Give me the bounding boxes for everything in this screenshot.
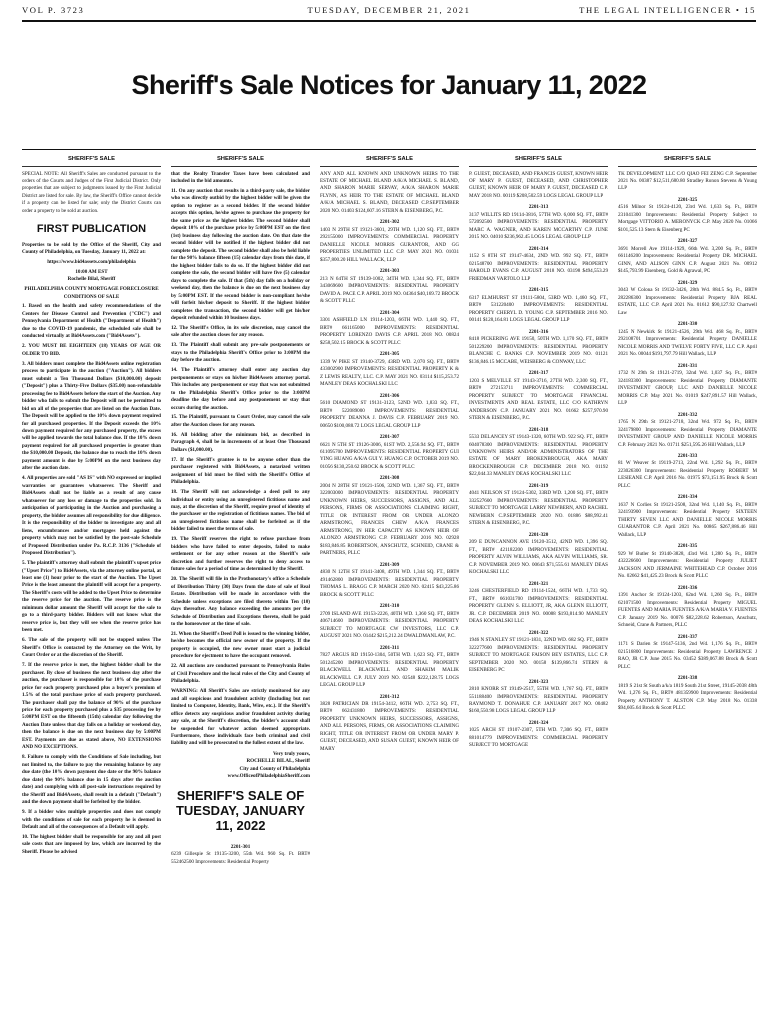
listing-number: 2201-309 bbox=[379, 561, 400, 568]
listing-text: 4830 N 12TH ST 19141-3408, 49TH WD. 1,344 SQ. FT., BRT# 491462800 IMPROVEMENTS: RESIDENTIAL PROPERTY THOMAS L. BRAGG C.P. MARCH 2020 NO. 02415 $43,225.86 BROCK & SCOTT PLLC bbox=[320, 569, 459, 598]
signature-name: ROCHELLE BILAL, Sheriff bbox=[246, 758, 310, 765]
listing-number: 2201-317 bbox=[528, 370, 549, 377]
listing-number: 2201-323 bbox=[528, 678, 549, 685]
property-listing bbox=[618, 280, 757, 317]
page-title: Sheriff's Sale Notices for January 11, 2022 bbox=[131, 70, 647, 100]
property-listing bbox=[618, 543, 757, 580]
column-heading: SHERIFF'S SALE bbox=[618, 155, 757, 167]
listing-number: 2201-335 bbox=[677, 543, 698, 550]
condition-paragraph: 15. The Plaintiff, pursuant to Court Order, may cancel the sale after the Auction closes for any reason. bbox=[171, 414, 310, 428]
listing-number: 2201-324 bbox=[528, 719, 549, 726]
conditions-list bbox=[171, 171, 310, 748]
property-listing bbox=[320, 645, 459, 690]
listing-text: 2709 ISLAND AVE 19153-2226, 40TH WD. 1,360 SQ. FT., BRT# 406714600 IMPROVEMENTS: RESIDENTIAL PROPERTY SUBJECT TO MORTGAGE CW INVESTORS, LLC C.P. AUGUST 2021 NO. 01442 $215,212.24 DWALDMANLAW, P.C. bbox=[320, 610, 459, 640]
listing-text: 5610 DIAMOND ST 19131-3123, 52ND WD. 1,833 SQ. FT., BRT# 522089000 IMPROVEMENTS: RESIDENTIAL PROPERTY DEANNA J. DAVIS C.P. FEBRUARY 2019 NO. 00650 $100,088.72 LOGS LEGAL GROUP LLP bbox=[320, 400, 459, 429]
property-listing bbox=[618, 585, 757, 630]
listing-text: 1765 N 29th St 19121-2718, 32nd Wd. 972 Sq. Ft., BRT# 324179800 Improvements: Residential Property DIAMANTE INVESTMENT GROUP AND DANIELLE NICOLE MORRIS C.P. February 2021 No. 01711 $251,595.26 Hill Wallack, LLP bbox=[618, 419, 757, 448]
listing-text: 81 W Weaver St 19119-2713, 22nd Wd. 1,292 Sq. Ft., BRT# 223026300 Improvements: Residential Property ROBERT M LESIEANE C.P. April 2016 No. 01975 $73,151.95 Brock & Scott PLLC bbox=[618, 460, 757, 489]
property-listing bbox=[469, 370, 608, 422]
listing-number: 2201-308 bbox=[379, 475, 400, 482]
listing-number: 2201-337 bbox=[677, 633, 698, 640]
listing-number: 2201-306 bbox=[379, 392, 400, 399]
listing-text: 1403 N 29TH ST 19121-3601, 29TH WD. 1,120 SQ. FT., BRT# 292155000 IMPROVEMENTS: COMMERCIAL PROPERTY DANIELLE NICOLE MORRIS GURANTOR, AND GG PROPERTIES UNLIMITED LLC C.P. MAY 2021 NO. 01031 $357,800.20 HILL WALLACK, LLP bbox=[320, 226, 459, 263]
property-listing bbox=[171, 844, 310, 866]
listing-text: 4516 Milnor St 19124-4120, 23rd Wd. 1,633 Sq. Ft., BRT# 231041300 Improvements: Residential Property Subject to Mortgage VITTORIO A. MERONYCK C.P. May 2020 No. 01066 $101,525.13 Stern & Eisenberg PC bbox=[618, 204, 757, 233]
listing-text: 209 E DUNCANNON AVE 19120-3512, 42ND WD. 1,396 SQ. FT., BRT# 421182200 IMPROVEMENTS: RESIDENTIAL PROPERTY ALVIN WILLIAMS, AKA ALVIN WILLIAMS, SR. C.P. NOVEMBER 2019 NO. 00643 $71,555.61 MANLEY DEAS KOCHALSKI LLC bbox=[469, 539, 608, 576]
signature-closing: Very truly yours, bbox=[272, 750, 310, 757]
condition-paragraph: 18. The Sheriff will not acknowledge a deed poll to any individual or entity using an unregistered fictitious name and may, at the discretion of the Sheriff, require proof of identity of the purchaser or the registration of fictitious names. The bid of an unregistered fictitious name shall be forfeited as if the bidder failed to meet the terms of sale. bbox=[171, 489, 310, 533]
property-listing bbox=[618, 453, 757, 490]
listing-number: 2201-330 bbox=[677, 321, 698, 328]
listing-text: 4041 NEILSON ST 19124-5302, 33RD WD. 1,200 SQ. FT., BRT# 332527600 IMPROVEMENTS: RESIDENTIAL PROPERTY SUBJECT TO MORTGAGE LARRY NEWBERN, AND RACHEL NEWBERN C.P.SEPTEMBER 2020 NO. 01886 $88,992.41 STERN & EISENBERG, P.C. bbox=[469, 490, 608, 527]
property-listing bbox=[320, 434, 459, 471]
column-5 bbox=[618, 155, 757, 1017]
property-listing bbox=[320, 562, 459, 599]
condition-paragraph: 3. All bidders must complete the Bid4Assets online registration process to participate in the auction ("Auction"). All bidders must submit a Ten Thousand Dollars ($10,000.00) deposit ("Deposit") plus a Thirty-Five Dollars ($35.00) non-refundable processing fee to Bid4Assets before the start of the Auction. Any bidder who fails to submit the Deposit will not be permitted to bid on all of the properties that are listed on the Auction Date. The Deposit will be applied to the 10% down payment required for all purchased properties. If the Deposit exceeds the 10% down payment required for any purchased property, the excess will be applied towards the total balance due. If the 10% down payment required for all purchased properties is greater than the $10,000.00 Deposit, the balance due to reach the 10% down payment amount is due by 5:00PM on the next business day after the auction date. bbox=[22, 360, 161, 472]
condition-paragraph: 10. The highest bidder shall be responsible for any and all post sale costs that are imposed by law, which are incurred by the Sheriff. Please be advised bbox=[22, 833, 161, 855]
listing-text: 8418 PICKERING AVE 19150, 50TH WD. 1,170 SQ. FT., BRT# 501229200 IMPROVEMENTS: RESIDENTIAL PROPERTY BLANCHE C. BANKS C.P. NOVEMBER 2019 NO. 01121 $136,846.15 MCCABE, WEISBERG & CONWAY, LLC bbox=[469, 336, 608, 365]
property-listing bbox=[618, 238, 757, 275]
listing-text: 3246 CHESTERFIELD RD 19114-1524, 66TH WD. 1,733 SQ. FT., BRT# 661031700 IMPROVEMENTS: RESIDENTIAL PROPERTY GLENN S. ELLIOTT, JR, AKA GLENN ELLIOTT, JR. C.P. DECEMBER 2019 NO. 00088 $193,814.90 MANLEY DEAS KOCHALSKI LLC bbox=[469, 588, 608, 625]
listing-text: 1819 S 21st St South a/k/a 1819 South 21st Street, 19145-2038 48th Wd. 1,276 Sq. Ft., BRT# 481359900 Improvements: Residential Property ANTHONY T. ALSTON C.P. May 2018 No. 01338 $94,605.64 Brock & Scott PLLC bbox=[618, 682, 757, 711]
condition-paragraph: 2. YOU MUST BE EIGHTEEN (18) YEARS OF AGE OR OLDER TO BID. bbox=[22, 343, 161, 357]
property-listing bbox=[469, 287, 608, 324]
listing-text: 929 W Butler St 19140-3828, 43rd Wd. 1,280 Sq. Ft., BRT# 432226600 Improvements: Residential Property JULIET JACKSON AND JERMAINE WHITEHEAD C.P. October 2016 No. 02662 $41,425.23 Brock & Scott PLLC bbox=[618, 550, 757, 580]
listing-number: 2201-338 bbox=[677, 675, 698, 682]
condition-paragraph: 7. If the reserve price is met, the highest bidder shall be the purchaser. By close of business the next business day after the auction, the purchaser is responsible for 10% of the purchase price for each property purchased plus a buyer's premium of 1.5% of the total purchase price of each property purchased. The purchaser shall pay the balance of 90% of the purchase price for each property purchased plus a $35 processing fee by 5:00PM EST on the fifteenth (15th) calendar day following the Auction Date unless that day falls on a holiday or weekend day, then the balance is due on the next business day by 5:00PM EST. Payments are due as stated above, NO EXTENSIONS AND NO EXCEPTIONS. bbox=[22, 662, 161, 751]
condition-paragraph: 9. If a bidder wins multiple properties and does not comply with the conditions of sale for each property he is deemed in Default and all of the consequences of a Default will apply. bbox=[22, 809, 161, 831]
property-listing bbox=[618, 494, 757, 539]
column-heading: SHERIFF'S SALE bbox=[171, 155, 310, 167]
volume-number: VOL P. 3723 bbox=[22, 5, 85, 15]
listing-text: 3828 PATRICIAN DR 19154-3412, 66TH WD. 2,753 SQ. FT., BRT# 662431800 IMPROVEMENTS: RESIDENTIAL PROPERTY UNKNOWN HEIRS, SUCCESSORS, ASSIGNS, AND ALL PERSONS, FIRMS, OR ASSOCIATIONS CLAIMING RIGHT, TITLE OR INTEREST FROM OR UNDER MARY P. GUEST, DECEASED, AND SUSAN GUEST, KNOWN HEIR OF MARY bbox=[320, 701, 459, 752]
listing-text: 1339 W PIKE ST 19140-3729, 43RD WD. 2,070 SQ. FT., BRT# 433002900 IMPROVEMENTS: RESIDENTIAL PROPERTY K & Z LEWIS REALTY, LLC. C.P. MAY 2021 NO. 03114 $115,253.72 MANLEY DEAS KOCHALSKI LLC bbox=[320, 358, 459, 388]
listing-text: 3691 Morrell Ave 19114-1929, 66th Wd. 3,200 Sq. Ft., BRT# 661146200 Improvements: Residential Property DR. MICHAEL GINN, AND ALISON GINN C.P. August 2021 No. 00912 $145,793.99 Eisenberg, Gold & Agrawal, PC bbox=[618, 245, 757, 275]
listing-text: 5533 DELANCEY ST 19143-1320, 60TH WD. 922 SQ. FT., BRT# 604078300 IMPROVEMENTS: RESIDENTIAL PROPERTY UNKNOWN HEIRS AND/OR ADMINISTRATORS OF THE ESTATE OF MARY BROKENBROUGH, AKA MARY BROCKENBROUGH C.P. DECEMBER 2018 NO. 01192 $22,044.33 MANLEY DEAS KOCHALSKI LLC bbox=[469, 434, 608, 478]
condition-paragraph: 17. If the Sheriff's grantee is to be anyone other than the purchaser registered with Bid4Assets, a notarized written assignment of bid must be filed with the Sheriff's Office of Philadelphia. bbox=[171, 456, 310, 486]
listing-number: 2201-319 bbox=[528, 482, 549, 489]
property-listing bbox=[469, 679, 608, 716]
property-listing bbox=[320, 268, 459, 305]
condition-paragraph: 1. Based on the health and safety recommendations of the Centers for Disease Control and Prevention ("CDC") and Pennsylvania Department of Health ("Department of Health") due to the COVID-19 pandemic, the scheduled sale shall be conducted virtually at Bid4Assets.com ("Bid4Assets"). bbox=[22, 303, 161, 340]
sheriff-name: Rochelle Bilal, Sheriff bbox=[67, 276, 116, 283]
listing-number: 2201-313 bbox=[528, 204, 549, 211]
listing-text: ANY AND ALL KNOWN AND UNKNOWN HEIRS TO THE ESTATE OF MICHAEL BLAND A/K/A MICHAEL S. BLAND, AND SHARON MARIE SERVAY, A/K/A SHARON MARIE FLYNN, AS HEIR TO THE ESTATE OF MICHAEL BLAND A/K/A MICHAEL S. BLAND, DECEASED C.P.SEPTEMBER 2020 NO. 01403 $124,607.16 STERN & EISENBERG, P.C. bbox=[320, 170, 459, 214]
condition-paragraph: 13. The Plaintiff shall submit any pre-sale postponements or stays to the Philadelphia Sheriff's Office prior to 3:00PM the day before the auction. bbox=[171, 342, 310, 364]
condition-paragraph: 20. The Sheriff will file in the Prothonotary's office a Schedule of Distribution Thirty (30) Days from the date of sale of Real Estate. Distribution will be made in accordance with the Schedule unless exceptions are filed thereto within Ten (10) days thereafter. Any balance exceeding the amounts per the Schedule of Distribution and Exceptions thereto, shall be paid to the homeowner at the time of sale. bbox=[171, 576, 310, 628]
listing-number: 2201-322 bbox=[528, 629, 549, 636]
listing-text: 2810 KNORR ST 19149-2517, 55TH WD. 1,767 SQ. FT., BRT# 551188400 IMPROVEMENTS: RESIDENTIAL PROPERTY RAYMOND T. DONAHUE C.P. JANUARY 2017 NO. 00482 $160,550.98 LOGS LEGAL GROUP LLP bbox=[469, 686, 608, 715]
condition-paragraph: that the Realty Transfer Taxes have been calculated and included in the bid amounts. bbox=[171, 170, 310, 184]
first-publication-heading: FIRST PUBLICATION bbox=[36, 223, 147, 236]
condition-paragraph: 12. The Sheriff's Office, in its sole discretion, may cancel the sale after the auction closes for any reason. bbox=[171, 324, 310, 339]
property-listing bbox=[320, 603, 459, 640]
property-listing bbox=[469, 171, 608, 201]
special-note: SPECIAL NOTE: All Sheriff's Sales are conducted pursuant to the orders of the Courts and Judges of the First Judicial District. Only properties that are subject to judgments issued by the First Judicial District are listed for sale. By law, the Sheriff's Office cannot decide if a property can be listed for sale; only the District Courts can order a property to be sold at auction. bbox=[22, 170, 161, 214]
condition-paragraph: 14. The Plaintiff's attorney shall enter any auction day postponements or stays on his/her Bid4Assets attorney portal. This includes any postponement or stay that was not submitted to the Philadelphia Sheriff's Office prior to the 3:00PM deadline the day before and any postponement or stay that occurs during the auction. bbox=[171, 367, 310, 411]
condition-paragraph: 21. When the Sheriff's Deed Poll is issued to the winning bidder, he/she becomes the official new owner of the property. If the property is occupied, the new owner must start a judicial procedure for ejectment to have the occupant removed. bbox=[171, 630, 310, 660]
listing-number: 2201-321 bbox=[528, 580, 549, 587]
property-list bbox=[171, 844, 310, 866]
column-3 bbox=[320, 155, 459, 1017]
condition-paragraph: 5. The plaintiff's attorney shall submit the plaintiff's upset price ("Upset Price") to Bid4Assets, via the attorney online portal, at least one (1) hour prior to the start of the Auction. The Upset Price is the least amount the plaintiff will accept for a property. The Sheriff's costs will be added to the Upset Price to determine the reserve price for the auction. The reserve price is the minimum dollar amount the Sheriff will accept for the sale to go to a third-party bidder. Bidders will not know what the reserve price is, but they will see when the reserve price has been met. bbox=[22, 560, 161, 634]
listing-text: 6621 N 5TH ST 19126-3006, 61ST WD. 2,556.94 SQ. FT., BRT# 611095700 IMPROVEMENTS: RESIDENTIAL PROPERTY GUI YING HUANG A/K/A GUI Y. HUANG C.P. OCTOBER 2019 NO. 01056 $130,250.62 BROCK & SCOTT PLLC bbox=[320, 441, 459, 470]
property-list bbox=[320, 171, 459, 754]
condition-paragraph: 4. All properties are sold "AS IS" with NO expressed or implied warranties or guarantees whatsoever. The Sheriff and Bid4Assets shall not be liable as a result of any cause whatsoever for any loss or damage to the properties sold. In anticipation of participating in the Auction and purchasing a property, the bidder assumes all responsibility for due diligence. It is the responsibility of the bidder to investigate any and all liens, encumbrances and/or mortgages held against the property which may not be satisfied by the post-sale Schedule of Proposed Distribution under Pa. R.C.P. 3136 ("Schedule of Proposed Distribution"). bbox=[22, 475, 161, 557]
conditions-list bbox=[22, 303, 161, 856]
property-listing bbox=[618, 197, 757, 234]
property-listing bbox=[618, 412, 757, 449]
listing-text: 7827 ARGUS RD 19150-1304, 50TH WD. 1,623 SQ. FT., BRT# 501245200 IMPROVEMENTS: RESIDENTIAL PROPERTY BLACKWELL BLACKWELL AND SHAKIM MALIK BLACKWELL C.P. JULY 2019 NO. 02548 $222,128.75 LOGS LEGAL GROUP LLP bbox=[320, 652, 459, 689]
property-listing bbox=[469, 483, 608, 528]
property-listing bbox=[320, 351, 459, 388]
issue-date: TUESDAY, DECEMBER 21, 2021 bbox=[307, 5, 471, 15]
property-listing bbox=[618, 321, 757, 358]
listing-number: 2201-304 bbox=[379, 309, 400, 316]
listing-number: 2201-302 bbox=[379, 219, 400, 226]
listing-text: 1203 S MELVILLE ST 19143-3716, 27TH WD. 2,300 SQ. FT., BRT# 272153711 IMPROVEMENTS: COMMERCIAL PROPERTY SUBJECT TO MORTGAGE FINANCIAL INVESTMENTS AND REAL ESTATE, LLC C/O KATHRYN ANDERSON C.P. JANUARY 2021 NO. 01662 $257,970.90 STERN & EISENBERG, P.C. bbox=[469, 377, 608, 422]
listing-text: 3301 ASHFIELD LN 19114-1203, 66TH WD. 1,440 SQ. FT., BRT# 661165000 IMPROVEMENTS: RESIDENTIAL PROPERTY LORENZO DAVIS C.P. APRIL 2018 NO. 00824 $258,502.15 BROCK & SCOTT PLLC bbox=[320, 317, 459, 346]
condition-paragraph: 19. The Sheriff reserves the right to refuse purchase from bidders who have failed to enter deposits, failed to make settlement or for any other reason at the Sheriff's sole discretion and further reserves the right to deny access to future sales for a period of time as determined by the Sheriff. bbox=[171, 536, 310, 573]
listing-number: 2201-316 bbox=[528, 328, 549, 335]
property-listing bbox=[618, 171, 757, 193]
listing-text: 1171 S Darien St 19147-5136, 2nd Wd. 1,176 Sq. Ft., BRT# 021516800 Improvements: Residential Property LAWRENCE J RAO, JR C.P. June 2015 No. 03452 $389,067.88 Brock & Scott PLLC bbox=[618, 641, 757, 670]
condition-paragraph: 16. All bidding after the minimum bid, as described in Paragraph 4, shall be in increments of at least One Thousand Dollars ($1,000.00). bbox=[171, 431, 310, 453]
running-header bbox=[22, 5, 756, 19]
listing-text: 1391 Anchor St 19124-1203, 62nd Wd. 1,260 Sq. Ft., BRT# 621071500 Improvements: Residential Property MIGUEL FUENTES AND MARIA FUENTES A/K/A MARIA V. FUENTES C.P. January 2019 No. 00076 $82,228.62 Robertson, Anschutz, Schneid, Crane & Partners, PLLC bbox=[618, 592, 757, 629]
listing-text: 6239 Gillespie St 19135-3200, 55th Wd. 960 Sq. Ft. BRT# 552462500 Improvements: Residential Property bbox=[171, 851, 310, 865]
listing-text: 1637 N Corlies St 19121-2508, 32nd Wd. 1,140 Sq. Ft., BRT# 324193900 Improvements: Residential Property SIXTEEN THIRTY SEVEN LLC AND DANIELLE NICOLE MORRIS GUARANTOR C.P. April 2021 No. 00865 $267,886.46 Hill Wallack, LLP bbox=[618, 501, 757, 538]
property-listing bbox=[469, 204, 608, 241]
listing-number: 2201-303 bbox=[379, 268, 400, 275]
property-listing bbox=[469, 329, 608, 366]
listing-number: 2201-310 bbox=[379, 603, 400, 610]
listing-number: 2201-315 bbox=[528, 287, 549, 294]
property-listing bbox=[469, 532, 608, 577]
listing-number: 2201-301 bbox=[230, 843, 251, 850]
property-listing bbox=[618, 363, 757, 408]
property-listing bbox=[618, 675, 757, 712]
property-listing bbox=[469, 246, 608, 283]
condition-paragraph: 22. All auctions are conducted pursuant to Pennsylvania Rules of Civil Procedure and the local rules of the City and County of Philadelphia. bbox=[171, 663, 310, 685]
listing-number: 2201-327 bbox=[677, 238, 698, 245]
listing-number: 2201-336 bbox=[677, 584, 698, 591]
listing-text: 1245 N Newkirk St 19121-4526, 29th Wd. 468 Sq. Ft., BRT# 292108701 Improvements: Residential Property DANIELLE NICOLE MORRIS AND TWELVE FORTY FIVE, LLC C.P. April 2021 No. 00044 $191,797.79 Hill Wallack, LLP bbox=[618, 328, 757, 358]
listing-number: 2201-305 bbox=[379, 351, 400, 358]
property-listing bbox=[320, 475, 459, 557]
listing-number: 2201-311 bbox=[379, 644, 400, 651]
listing-number: 2201-332 bbox=[677, 411, 698, 418]
signature-website: www.OfficeofPhiladelphiaSheriff.com bbox=[227, 773, 310, 780]
auction-url: https://www.bid4assets.com/philadelphia bbox=[47, 258, 136, 265]
listing-text: 213 N 64TH ST 19139-1002, 34TH WD. 1,344 SQ. FT., BRT# 343069600 IMPROVEMENTS: RESIDENTIAL PROPERTY DAVID A. PACE C.P. APRIL 2019 NO. 04364 $40,169.72 BROCK & SCOTT PLLC bbox=[320, 275, 459, 305]
listing-text: 6317 ELMHURST ST 19111-5804, 53RD WD. 1,460 SQ. FT., BRT# 531220400 IMPROVEMENTS: RESIDENTIAL PROPERTY CHERYL D. YOUNG C.P. SEPTEMBER 2016 NO. 00141 $128,164.81 LOGS LEGAL GROUP LLP bbox=[469, 294, 608, 324]
title-rule bbox=[22, 149, 756, 150]
column-4 bbox=[469, 155, 608, 1017]
listing-number: 2201-320 bbox=[528, 531, 549, 538]
listing-number: 2201-314 bbox=[528, 245, 549, 252]
column-2 bbox=[171, 155, 310, 1017]
sale-heading: SHERIFF'S SALE OF TUESDAY, JANUARY 11, 2022 bbox=[175, 787, 306, 833]
listing-text: 1025 ARCH ST 19107-2307, 5TH WD. 7,306 SQ. FT., BRT# 881014779 IMPROVEMENTS: COMMERCIAL PROPERTY SUBJECT TO MORTGAGE bbox=[469, 727, 608, 749]
condition-paragraph: 8. Failure to comply with the Conditions of Sale including, but not limited to, the failure to pay the remaining balance by any due date (the 10% down payment due date or the 90% balance due date) the 90% balance due in 15 days after the auction date) and complying with all post-sale instructions required by the Sheriff and Bid4Assets, shall result in a default ("Default") and the down payment shall be forfeited by the bidder. bbox=[22, 754, 161, 806]
property-listing bbox=[469, 581, 608, 626]
column-1 bbox=[22, 155, 161, 1017]
column-heading: SHERIFF'S SALE bbox=[320, 155, 459, 167]
property-listing bbox=[320, 694, 459, 754]
listing-number: 2201-329 bbox=[677, 279, 698, 286]
property-listing bbox=[320, 171, 459, 216]
condition-paragraph: 11. On any auction that results in a third-party sale, the bidder who was directly outbid by the highest bidder will be given the option to register as a second bidder. If the second bidder accepts this option, he/she agrees to purchase the property for the same price as the highest bidder. The second bidder shall deposit 10% of the purchase price by 5:00PM EST on the first (1st) business day following the auction date. On that date the second bidder will be notified if the highest bidder did not complete the deposit. The second bidder shall also be held liable for the 90% balance fifteen (15) calendar days from this date, if the highest bidder fails to do so. If the highest bidder did not complete the sale, the second bidder will have five (5) calendar days to complete the sale. If that (5th) day falls on a holiday or weekend day, then the balance is due on the next business day by 5:00PM EST. If the second bidder is non-compliant he/she will forfeit his/her deposit to Sheriff. If the highest bidder completes the transaction, the second bidder will get his/her deposit refunded within 10 business days. bbox=[171, 187, 310, 322]
signature-office: City and County of Philadelphia bbox=[239, 765, 310, 772]
conditions-heading: PHILADELPHIA COUNTY MORTGAGE FORECLOSURE CONDITIONS OF SALE bbox=[24, 286, 159, 300]
listing-number: 2201-312 bbox=[379, 693, 400, 700]
listing-number: 2201-331 bbox=[677, 362, 698, 369]
listing-text: 3043 W Colona St 19132-3426, 28th Wd. 884.5 Sq. Ft., BRT# 282286300 Improvements: Residential Property BJA REAL ESTATE, LLC C.P. April 2021 No. 01612 $90,127.92 Chartwell Law bbox=[618, 287, 757, 316]
listing-text: TK DEVELOPMENT LLC C/O QIAO FEI ZENG C.P. September 2021 No. 00387 $12,511,680.80 Stradley Ronon Stevens & Young LLP bbox=[618, 170, 757, 192]
listing-text: 3137 WILLITS RD 19114-3816, 57TH WD. 6,000 SQ. FT., BRT# 572092500 IMPROVEMENTS: RESIDENTIAL PROPERTY MARC A. WAGNER, AND KAREN MCCARTHY C.P. JUNE 2015 NO. 04010 $236,962.45 LOGS LEGAL GROUP LLP bbox=[469, 211, 608, 241]
listing-number: 2201-307 bbox=[379, 434, 400, 441]
listing-number: 2201-318 bbox=[528, 426, 549, 433]
column-heading: SHERIFF'S SALE bbox=[469, 155, 608, 167]
column-heading: SHERIFF'S SALE bbox=[22, 155, 161, 167]
listing-text: P. GUEST, DECEASED, AND FRANCIS GUEST, KNOWN HEIR OF MARY P. GUEST, DECEASED, AND CHRISTOPHER GUEST, KNOWN HEIR OF MARY P. GUEST, DECEASED C.P. MAY 2018 NO. 00119 $208,502.59 LOGS LEGAL GROUP LLP bbox=[469, 170, 608, 199]
property-listing bbox=[469, 427, 608, 479]
property-listing bbox=[469, 630, 608, 675]
property-listing bbox=[469, 720, 608, 750]
condition-paragraph: 6. The sale of the property will not be stopped unless The Sheriff's Office is contacted by the Attorney on the Writ, by Court Order or at the discretion of the Sheriff. bbox=[22, 637, 161, 659]
condition-paragraph: WARNING: All Sheriff's Sales are strictly monitored for any and all suspicious and fraudulent activity (Including but not limited to Computer, Identity, Bank, Wire, etc.). If the Sheriff's office detects any suspicious and/or fraudulent activity during any sale, at the Sheriff's discretion, the bidder's account shall be suspended for whatever action deemed appropriate. Furthermore, those individuals face both criminal and civil liability and will be prosecuted to the fullest extent of the law. bbox=[171, 688, 310, 747]
property-listing bbox=[320, 310, 459, 347]
listing-number: 2201-334 bbox=[677, 494, 698, 501]
property-listing bbox=[618, 634, 757, 671]
auction-time: 10:00 AM EST bbox=[75, 268, 108, 275]
header-rule bbox=[22, 20, 756, 22]
property-list bbox=[469, 171, 608, 750]
listing-number: 2201-325 bbox=[677, 196, 698, 203]
listing-text: 2004 N 28TH ST 19121-1506, 32ND WD. 1,367 SQ. FT., BRT# 322003000 IMPROVEMENTS: RESIDENTIAL PROPERTY UNKNOWN HEIRS, SUCCESSORS, ASSIGNS, AND ALL PERSONS, FIRMS OR ASSOCIATIONS CLAIMING RIGHT, TITLE OR INTEREST FROM OR UNDER ALONZO ARMSTRONG, FRANCES CHEW A/K/A FRANCES ARMSTRONG, IN HER CAPACITY AS KNOWN HEIR OF ALONZO ARMSTRONG C.P. FEBRUARY 2016 NO. 02928 $183,846.85 ROBERTSON, ANSCHUTZ, SCHNEID, CRANE & PARTNERS, PLLC bbox=[320, 482, 459, 557]
property-listing bbox=[320, 219, 459, 264]
first-publication-text: Properties to be sold by the Office of the Sheriff, City and County of Philadelphia, on Tuesday, January 11, 2022 at: bbox=[22, 241, 161, 255]
property-list bbox=[618, 171, 757, 713]
publication-name: THE LEGAL INTELLIGENCER • 15 bbox=[579, 5, 756, 15]
listing-number: 2201-333 bbox=[677, 452, 698, 459]
listing-text: 1152 S 8TH ST 19147-4634, 2ND WD. 992 SQ. FT., BRT# 021548700 IMPROVEMENTS: RESIDENTIAL PROPERTY HAROLD EVANS C.P. AUGUST 2018 NO. 03198 $494,553.29 FRIEDMAN VARTOLO LLP bbox=[469, 253, 608, 282]
listing-text: 1946 N STANLEY ST 19121-1831, 32ND WD. 682 SQ. FT., BRT# 322277600 IMPROVEMENTS: RESIDENTIAL PROPERTY SUBJECT TO MORTGAGE FAISON BEY ESTATES, LLC C.P. SEPTEMBER 2020 NO. 00158 $139,866.74 STERN & EISENBERG PC bbox=[469, 637, 608, 674]
property-listing bbox=[320, 393, 459, 430]
listing-text: 1732 N 29th St 19121-2719, 32nd Wd. 1,037 Sq. Ft., BRT# 324183300 Improvements: Residential Property DIAMANTE INVESTMENT GROUP, LLC AND DANIELLE NICOLE MORRIS C.P. May 2021 No. 01019 $247,891.57 Hill Wallack, LLP bbox=[618, 370, 757, 407]
